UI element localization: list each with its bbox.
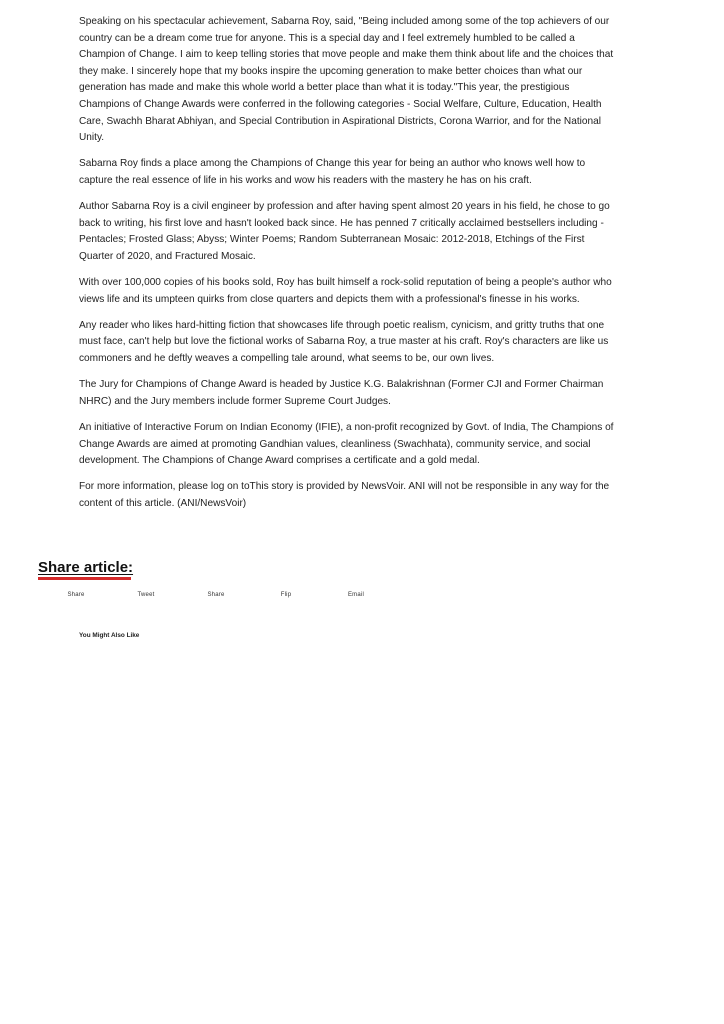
article-paragraph: Sabarna Roy finds a place among the Champions of Change this year for being an author who knows well how to capture the real essence of life in his works and wow his readers with the mastery he has on his craft. bbox=[79, 158, 586, 186]
article-paragraph: With over 100,000 copies of his books sold, Roy has built himself a rock-solid reputation of being a people's author who views life and its umpteen quirks from close quarters and depicts them with a professional's finesse in his works. bbox=[79, 277, 612, 305]
flipboard-flip-button[interactable]: Flip bbox=[280, 592, 292, 598]
twitter-tweet-button[interactable]: Tweet bbox=[137, 592, 155, 598]
article-paragraph: Speaking on his spectacular achievement, Sabarna Roy, said, "Being included among some of the top achievers of our country can be a dream come true for anyone. This is a special day and I feel extremely humbled to be called a Champion of Change. I aim to keep telling stories that move people and make them think about life and the choices that they make. I sincerely hope that my books inspire the upcoming generation to make better choices than what our generation has made and make this whole world a better place than what it is today."This year, the prestigious Champions of Change Awards were conferred in the following categories - Social Welfare, Culture, Education, Health Care, Swachh Bharat Abhiyan, and Special Contribution in Aspirational Districts, Corona Warrior, and for the National Unity. bbox=[79, 16, 614, 144]
article-paragraph: An initiative of Interactive Forum on Indian Economy (IFIE), a non-profit recognized by Govt. of India, The Champions of Change Awards are aimed at promoting Gandhian values, cleanliness (Swachhata), community service, and social development. The Champions of Change Award comprises a certificate and a gold medal. bbox=[79, 422, 614, 467]
article-paragraph: The Jury for Champions of Change Award is headed by Justice K.G. Balakrishnan (Former CJI and Former Chairman NHRC) and the Jury members include former Supreme Court Judges. bbox=[79, 379, 604, 407]
share-heading-underline bbox=[38, 577, 131, 580]
article-paragraph: Any reader who likes hard-hitting fiction that showcases life through poetic realism, cynicism, and gritty truths that one must face, can't help but love the fictional works of Sabarna Roy, a true master at his craft. Roy's characters are like us commoners and he deftly weaves a compelling tale around, what seems to be, our own lives. bbox=[79, 319, 609, 365]
share-article-heading: Share article: bbox=[38, 559, 134, 576]
linkedin-share-button[interactable]: Share bbox=[207, 592, 225, 598]
you-might-also-like-heading: You Might Also Like bbox=[79, 632, 140, 639]
article-body bbox=[79, 14, 619, 522]
email-share-button[interactable]: Email bbox=[347, 592, 364, 598]
article-paragraph: For more information, please log on toThis story is provided by NewsVoir. ANI will not be responsible in any way for the content of this article. (ANI/NewsVoir) bbox=[79, 481, 610, 509]
facebook-share-button[interactable]: Share bbox=[67, 592, 85, 598]
share-buttons-row bbox=[0, 590, 724, 602]
article-paragraph: Author Sabarna Roy is a civil engineer by profession and after having spent almost 20 years in his field, he chose to go back to writing, his first love and hasn't looked back since. He has penned 7 critically acclaimed bestsellers including - Pentacles; Frosted Glass; Abyss; Winter Poems; Random Subterranean Mosaic: 2012-2018, Etchings of the First Quarter of 2020, and Fractured Mosaic. bbox=[79, 201, 610, 262]
